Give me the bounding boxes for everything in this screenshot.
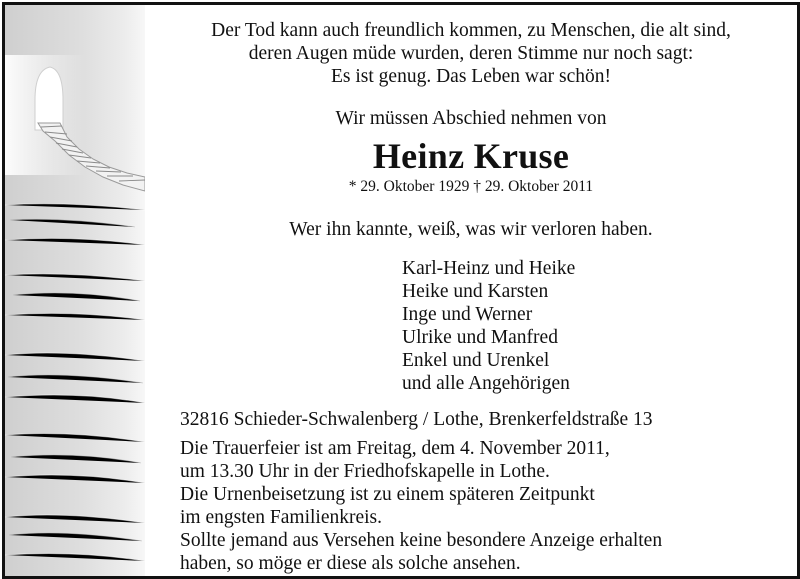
mourner-entry: und alle Angehörigen: [402, 373, 570, 394]
notice-line: um 13.30 Uhr in der Friedhofskapelle in Lothe.: [180, 461, 550, 482]
stairway-illustration: [5, 5, 145, 576]
poem-line: deren Augen müde wurden, deren Stimme nur noch sagt:: [248, 43, 694, 64]
mourner-entry: Karl-Heinz und Heike: [402, 258, 576, 279]
farewell-intro: Wir müssen Abschied nehmen von: [335, 108, 607, 129]
notice-line: haben, so möge er diese als solche ansehen.: [180, 553, 521, 574]
quote: Wer ihn kannte, weiß, was wir verloren haben.: [289, 219, 653, 240]
life-dates: * 29. Oktober 1929 † 29. Oktober 2011: [348, 178, 594, 195]
notice-line: Sollte jemand aus Versehen keine besondere Anzeige erhalten: [180, 530, 663, 551]
mourner-entry: Inge und Werner: [402, 304, 533, 325]
notice-line: Die Trauerfeier ist am Freitag, dem 4. November 2011,: [180, 438, 610, 459]
mourner-entry: Enkel und Urenkel: [402, 350, 550, 371]
poem-line: Es ist genug. Das Leben war schön!: [331, 66, 611, 87]
poem-line: Der Tod kann auch freundlich kommen, zu Menschen, die alt sind,: [211, 20, 731, 41]
notice-line: im engsten Familienkreis.: [180, 507, 383, 528]
notice-line: Die Urnenbeisetzung ist zu einem späteren Zeitpunkt: [180, 484, 595, 505]
mourners-list: [402, 257, 575, 395]
obituary-card: [2, 2, 800, 579]
mourner-entry: Ulrike und Manfred: [402, 327, 558, 348]
address: 32816 Schieder-Schwalenberg / Lothe, Brenkerfeldstraße 13: [180, 409, 653, 430]
mourner-entry: Heike und Karsten: [402, 281, 549, 302]
poem: [145, 19, 797, 88]
funeral-notice: [180, 437, 662, 575]
deceased-name: Heinz Kruse: [372, 136, 570, 176]
stairway-icon: [5, 5, 145, 576]
